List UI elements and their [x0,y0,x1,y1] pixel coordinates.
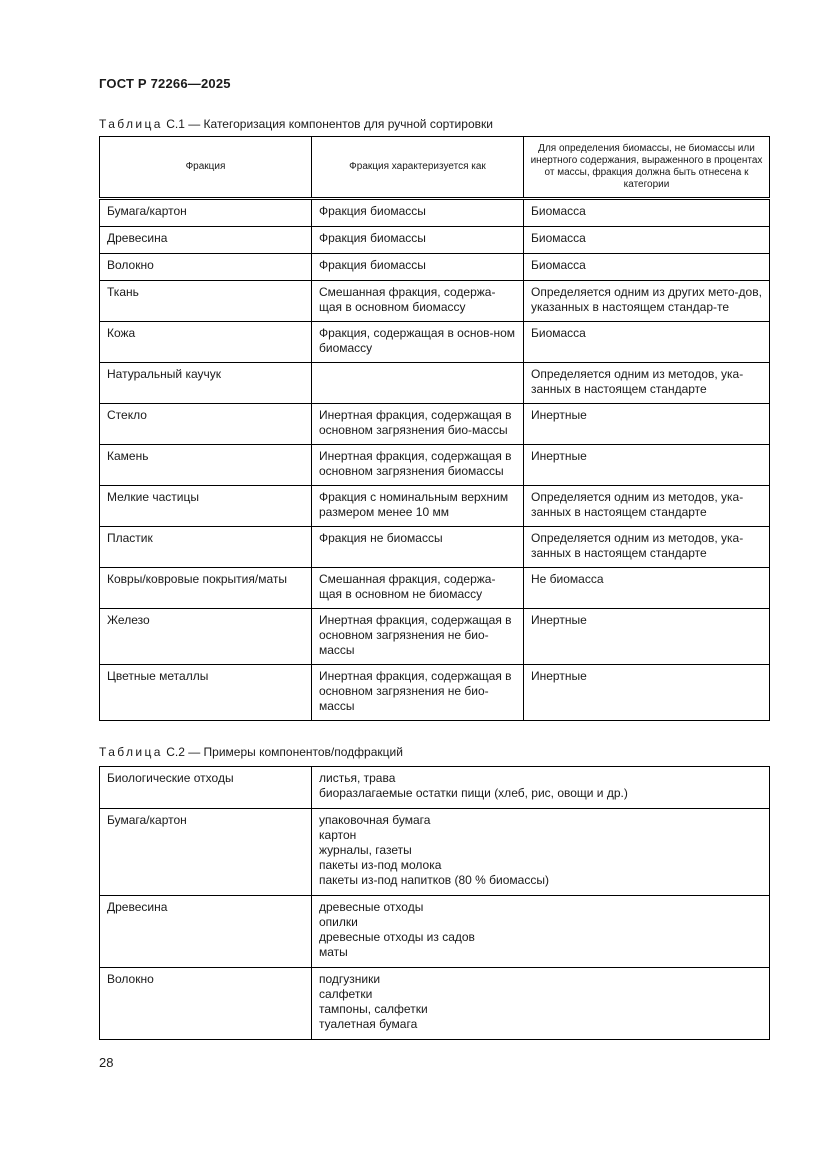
table-row [100,968,770,1040]
category-cell: Определяется одним из других мето-дов, указанных в настоящем стандар-те [524,281,770,322]
example-item: древесные отходы из садов [319,930,475,944]
fraction-cell: Бумага/картон [100,199,312,227]
description-cell: Фракция, содержащая в основ-ном биомассу [312,322,524,363]
example-item: картон [319,828,357,842]
example-item: пакеты из-под молока [319,858,442,872]
example-item: упаковочная бумага [319,813,431,827]
category-cell: Волокно [100,968,312,1040]
fraction-cell: Пластик [100,527,312,568]
table-row [100,809,770,896]
table1-caption [99,117,493,131]
fraction-cell: Натуральный каучук [100,363,312,404]
table-row [100,665,770,721]
category-cell: Биомасса [524,199,770,227]
page-number: 28 [99,1055,114,1070]
example-item: салфетки [319,987,373,1001]
table-row [100,322,770,363]
table-row [100,896,770,968]
column-header-characterized-as: Фракция характеризуется как [312,137,524,199]
category-cell: Инертные [524,609,770,665]
table-row [100,609,770,665]
examples-cell [312,896,770,968]
table2-caption-text: С.2 — Примеры компонентов/подфракций [166,745,403,759]
table-row [100,281,770,322]
component-examples-table [99,766,770,1040]
category-cell: Инертные [524,665,770,721]
component-categorization-table [99,136,770,721]
description-cell: Фракция биомассы [312,254,524,281]
example-item: опилки [319,915,358,929]
description-cell: Фракция биомассы [312,227,524,254]
category-cell: Не биомасса [524,568,770,609]
description-cell: Инертная фракция, содержащая в основном загрязнения не био-массы [312,665,524,721]
category-cell: Инертные [524,445,770,486]
category-cell: Биологические отходы [100,767,312,809]
fraction-cell: Древесина [100,227,312,254]
table-row [100,404,770,445]
example-item: туалетная бумага [319,1017,418,1031]
column-header-category: Для определения биомассы, не биомассы или инертного содержания, выраженного в процентах от массы, фракция должна быть отнесена к категории [524,137,770,199]
examples-cell [312,968,770,1040]
table1-header-row [100,137,770,199]
category-cell: Определяется одним из методов, ука-занных в настоящем стандарте [524,527,770,568]
column-header-fraction: Фракция [100,137,312,199]
fraction-cell: Железо [100,609,312,665]
example-item: тампоны, салфетки [319,1002,428,1016]
category-cell: Бумага/картон [100,809,312,896]
category-cell: Древесина [100,896,312,968]
category-cell: Биомасса [524,254,770,281]
description-cell: Фракция биомассы [312,199,524,227]
category-cell: Биомасса [524,322,770,363]
table-row [100,363,770,404]
fraction-cell: Волокно [100,254,312,281]
table-row [100,767,770,809]
description-cell: Фракция с номинальным верхним размером менее 10 мм [312,486,524,527]
examples-cell [312,767,770,809]
fraction-cell: Кожа [100,322,312,363]
table2-caption [99,745,403,759]
table-row [100,199,770,227]
fraction-cell: Мелкие частицы [100,486,312,527]
table1-caption-label: Таблица [99,117,163,131]
example-item: листья, трава [319,771,396,785]
description-cell: Инертная фракция, содержащая в основном загрязнения био-массы [312,404,524,445]
description-cell: Инертная фракция, содержащая в основном загрязнения не био-массы [312,609,524,665]
category-cell: Определяется одним из методов, ука-занных в настоящем стандарте [524,486,770,527]
table-row [100,527,770,568]
table1-caption-text: С.1 — Категоризация компонентов для ручной сортировки [166,117,493,131]
fraction-cell: Ковры/ковровые покрытия/маты [100,568,312,609]
example-item: биоразлагаемые остатки пищи (хлеб, рис, овощи и др.) [319,786,628,800]
example-item: журналы, газеты [319,843,412,857]
example-item: древесные отходы [319,900,424,914]
fraction-cell: Камень [100,445,312,486]
example-item: пакеты из-под напитков (80 % биомассы) [319,873,549,887]
category-cell: Инертные [524,404,770,445]
description-cell: Фракция не биомассы [312,527,524,568]
table-row [100,486,770,527]
table-row [100,227,770,254]
fraction-cell: Стекло [100,404,312,445]
document-header: ГОСТ Р 72266—2025 [99,76,231,91]
fraction-cell: Ткань [100,281,312,322]
table2-caption-label: Таблица [99,745,163,759]
examples-cell [312,809,770,896]
table-row [100,254,770,281]
description-cell [312,363,524,404]
category-cell: Определяется одним из методов, ука-занных в настоящем стандарте [524,363,770,404]
description-cell: Инертная фракция, содержащая в основном загрязнения биомассы [312,445,524,486]
example-item: подгузники [319,972,381,986]
example-item: маты [319,945,348,959]
description-cell: Смешанная фракция, содержа-щая в основном не биомассу [312,568,524,609]
table-row [100,445,770,486]
fraction-cell: Цветные металлы [100,665,312,721]
table-row [100,568,770,609]
description-cell: Смешанная фракция, содержа-щая в основном биомассу [312,281,524,322]
category-cell: Биомасса [524,227,770,254]
